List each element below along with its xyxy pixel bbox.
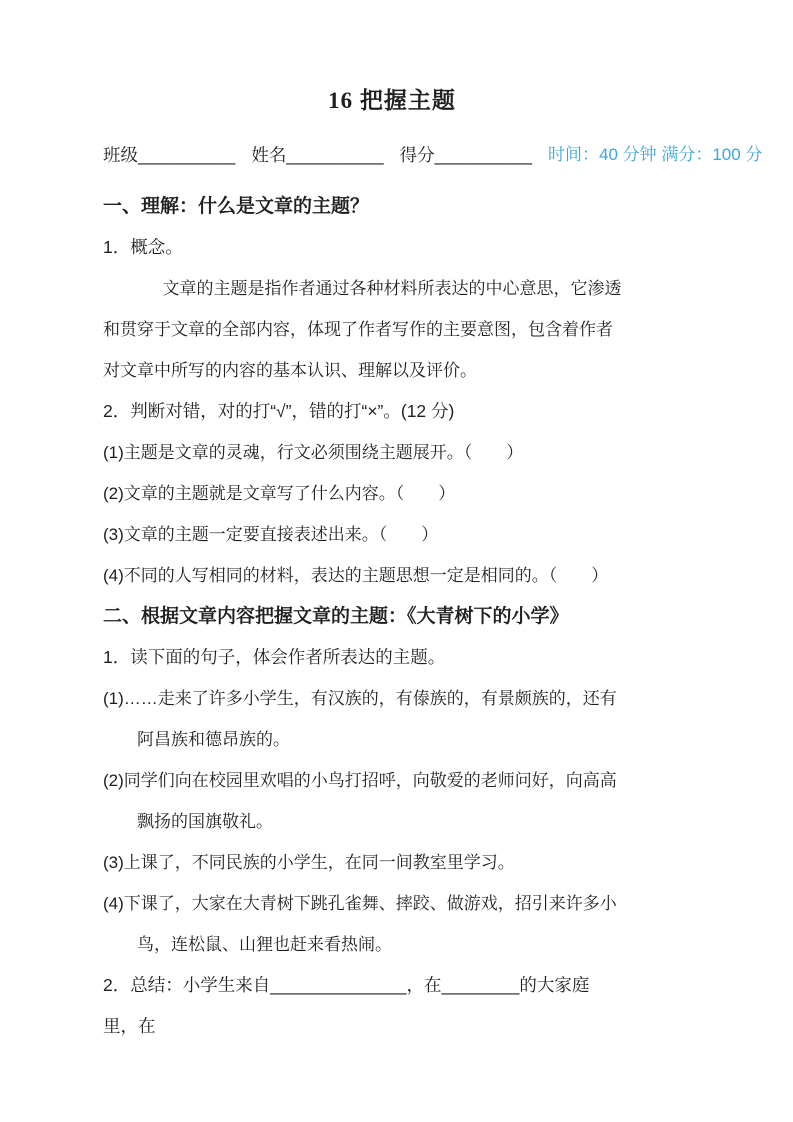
truefalse-item-1: (1)主题是文章的灵魂，行文必须围绕主题展开。（ ） <box>103 443 524 462</box>
score-blank: __________ <box>434 145 532 165</box>
truefalse-item-3: (3)文章的主题一定要直接表述出来。（ ） <box>103 525 439 544</box>
score-field <box>400 142 532 168</box>
q2-truefalse-label: 2．判断对错，对的打“√”，错的打“×”。(12 分) <box>103 401 455 421</box>
student-info-row <box>103 142 763 168</box>
worksheet-title: 16 把握主题 <box>328 88 456 113</box>
truefalse-item-2: (2)文章的主题就是文章写了什么内容。（ ） <box>103 484 456 503</box>
truefalse-item-4: (4)不同的人写相同的材料，表达的主题思想一定是相同的。（ ） <box>103 566 609 585</box>
name-blank: __________ <box>286 145 384 165</box>
sentence-item-2: (2)同学们向在校园里欢唱的小鸟打招呼，向敬爱的老师问好，向高高飘扬的国旗敬礼。 <box>103 771 617 831</box>
class-blank: __________ <box>138 145 236 165</box>
section-1-heading: 一、理解：什么是文章的主题？ <box>103 196 370 217</box>
sentence-item-3: (3)上课了，不同民族的小学生，在同一间教室里学习。 <box>103 853 515 872</box>
worksheet-body <box>103 186 624 1047</box>
concept-paragraph: 文章的主题是指作者通过各种材料所表达的中心意思，它渗透和贯穿于文章的全部内容，体现了作者写作的主要意图，包含着作者对文章中所写的内容的基本认识、理解以及评价。 <box>103 279 622 380</box>
time-score-note: 时间：40 分钟 满分：100 分 <box>547 145 763 164</box>
class-field <box>103 142 235 168</box>
section-2-heading: 二、根据文章内容把握文章的主题：《大青树下的小学》 <box>103 606 569 627</box>
name-label: 姓名 <box>251 145 287 165</box>
q2-summary-fill-blank: 2．总结：小学生来自______________，在________的大家庭里，在 <box>103 975 590 1036</box>
score-label: 得分 <box>399 145 435 165</box>
q1-concept-label: 1．概念。 <box>103 237 183 257</box>
name-field <box>251 142 383 168</box>
sentence-item-1: (1)……走来了许多小学生，有汉族的，有傣族的，有景颇族的，还有阿昌族和德昂族的。 <box>103 689 617 749</box>
q1-read-sentences-label: 1．读下面的句子，体会作者所表达的主题。 <box>103 647 446 667</box>
sentence-item-4: (4)下课了，大家在大青树下跳孔雀舞、摔跤、做游戏，招引来许多小鸟，连松鼠、山狸也赶来看热闹。 <box>103 894 617 954</box>
class-label: 班级 <box>103 145 138 165</box>
